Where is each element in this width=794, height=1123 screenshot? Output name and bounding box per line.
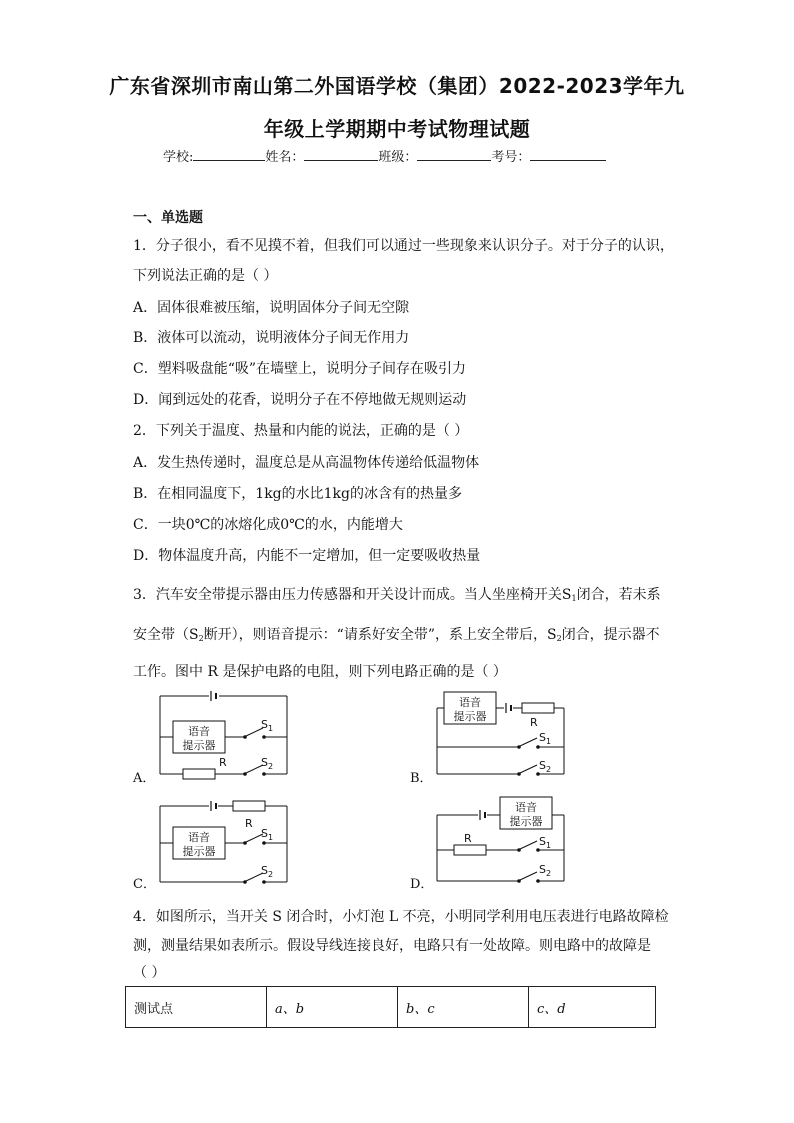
svg-text:提示器: 提示器: [182, 739, 216, 752]
svg-text:R: R: [530, 716, 538, 729]
table-cell: c、d: [529, 987, 656, 1028]
q3-option-c-label: C．: [133, 877, 156, 892]
svg-text:S: S: [261, 756, 268, 769]
table-row: [126, 987, 656, 1028]
svg-text:1: 1: [268, 724, 274, 733]
circuit-diagram-a: [155, 690, 295, 782]
svg-text:提示器: 提示器: [509, 815, 543, 828]
table-cell: a、b: [267, 987, 398, 1028]
q2-option-d: D．物体温度升高，内能不一定增加，但一定要吸收热量: [133, 548, 481, 564]
q1-option-a: A．固体很难被压缩，说明固体分子间无空隙: [133, 300, 410, 316]
svg-text:S: S: [539, 863, 546, 876]
svg-text:2: 2: [268, 870, 274, 879]
table-cell: b、c: [398, 987, 529, 1028]
q3-option-a-label: A．: [133, 771, 156, 786]
circuit-diagram-b: [432, 690, 572, 782]
svg-text:提示器: 提示器: [182, 845, 216, 858]
section-title: 一、单选题: [133, 210, 203, 226]
q3-option-b-label: B．: [410, 771, 433, 786]
exam-title-line2: 年级上学期期中考试物理试题: [263, 117, 531, 141]
q3-stem-line2: 安全带（$S_2$断开），则语音提示：“请系好安全带”，系上安全带后，$S_2$闭合，提示器不: [133, 627, 660, 643]
q2-stem: 2．下列关于温度、热量和内能的说法，正确的是（ ）: [133, 423, 469, 439]
q1-stem-line2: 下列说法正确的是（ ）: [133, 268, 278, 284]
svg-text:2: 2: [268, 762, 274, 771]
svg-text:提示器: 提示器: [453, 710, 487, 723]
svg-text:S: S: [261, 864, 268, 877]
name-blank: [304, 148, 378, 161]
q4-test-table: [125, 986, 656, 1028]
svg-text:S: S: [539, 759, 546, 772]
q3-stem-line3: 工作。图中 R 是保护电路的电阻，则下列电路正确的是（ ）: [133, 664, 507, 680]
q2-option-c: C．一块0℃的冰熔化成0℃的水，内能增大: [133, 517, 403, 533]
svg-text:S: S: [261, 827, 268, 840]
q4-stem-line1: 4．如图所示，当开关 S 闭合时，小灯泡 L 不亮，小明同学利用电压表进行电路故障检: [133, 909, 669, 925]
exam-title-line1: 广东省深圳市南山第二外国语学校（集团）2022-2023学年九: [109, 74, 685, 98]
svg-text:1: 1: [268, 833, 274, 842]
number-blank: [530, 148, 606, 161]
svg-text:R: R: [464, 832, 472, 845]
q2-option-b: B．在相同温度下，1kg的水比1kg的冰含有的热量多: [133, 486, 462, 502]
svg-text:R: R: [245, 817, 253, 830]
svg-text:语音: 语音: [188, 725, 210, 738]
svg-text:2: 2: [546, 869, 552, 878]
svg-text:S: S: [539, 835, 546, 848]
school-blank: [193, 148, 265, 161]
table-cell: 测试点: [126, 987, 267, 1028]
q4-stem-line3: （ ）: [133, 965, 166, 981]
q4-stem-line2: 测，测量结果如表所示。假设导线连接良好，电路只有一处故障。则电路中的故障是: [133, 938, 651, 954]
svg-text:S: S: [539, 731, 546, 744]
svg-text:1: 1: [546, 737, 552, 746]
q1-option-c: C．塑料吸盘能“吸”在墙壁上，说明分子间存在吸引力: [133, 361, 467, 377]
svg-text:语音: 语音: [515, 801, 537, 814]
class-label: 班级：: [378, 150, 418, 165]
class-blank: [417, 148, 491, 161]
q1-option-b: B．液体可以流动，说明液体分子间无作用力: [133, 330, 410, 346]
svg-text:语音: 语音: [459, 696, 481, 709]
svg-text:1: 1: [546, 841, 552, 850]
circuit-diagram-d: [432, 795, 572, 890]
svg-text:语音: 语音: [188, 831, 210, 844]
q3-option-d-label: D．: [410, 877, 434, 892]
student-info-row: [163, 146, 606, 165]
circuit-diagram-c: [155, 797, 295, 889]
svg-text:S: S: [261, 718, 268, 731]
number-label: 考号：: [491, 150, 531, 165]
school-label: 学校:: [163, 150, 194, 165]
svg-text:R: R: [219, 756, 227, 769]
q1-stem-line1: 1．分子很小，看不见摸不着，但我们可以通过一些现象来认识分子。对于分子的认识，: [133, 238, 674, 254]
q1-option-d: D．闻到远处的花香，说明分子在不停地做无规则运动: [133, 392, 467, 408]
name-label: 姓名：: [265, 150, 305, 165]
svg-text:2: 2: [546, 765, 552, 774]
q3-stem-line1: 3．汽车安全带提示器由压力传感器和开关设计而成。当人坐座椅开关$S_1$闭合，若未系: [133, 587, 661, 603]
q2-option-a: A．发生热传递时，温度总是从高温物体传递给低温物体: [133, 455, 480, 471]
